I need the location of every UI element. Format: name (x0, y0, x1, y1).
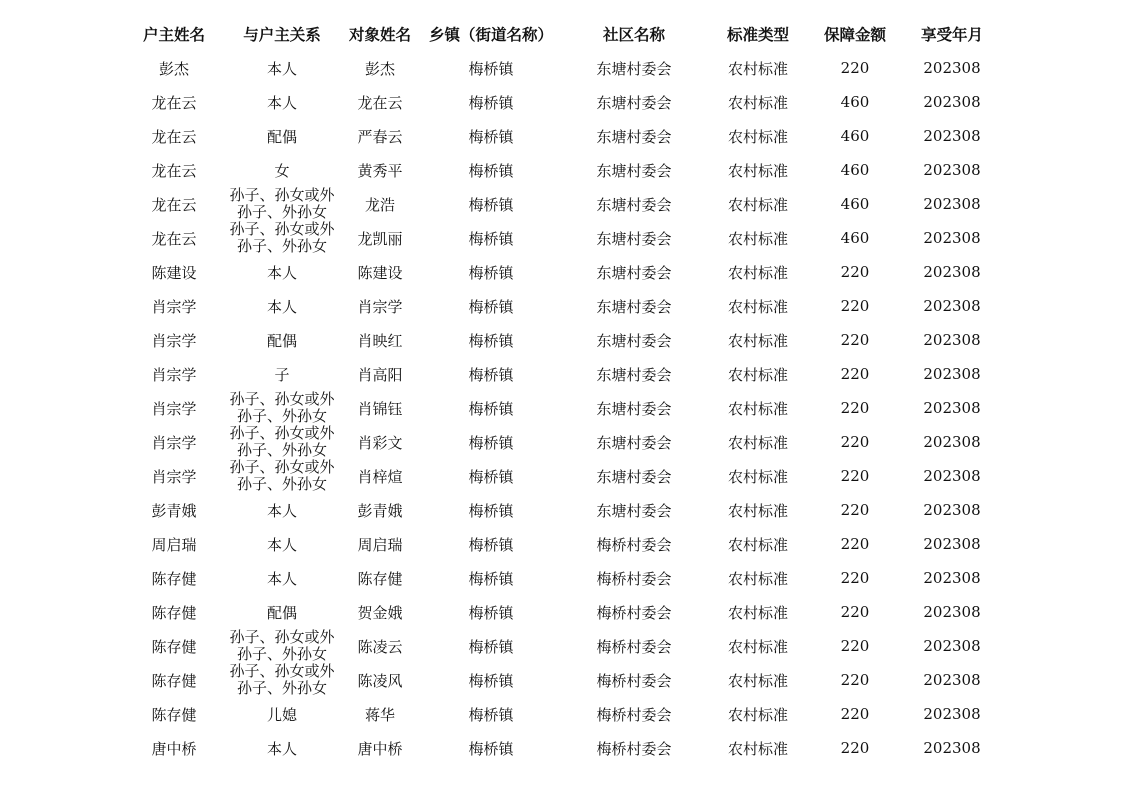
cell-start-month: 202308 (923, 637, 981, 655)
cell-relationship: 儿媳 (266, 705, 297, 724)
cell-householder-name: 陈建设 (151, 263, 197, 282)
table-row (120, 357, 1000, 391)
cell-relationship: 子 (274, 365, 290, 384)
cell-relationship: 本人 (266, 297, 297, 316)
cell-township: 梅桥镇 (468, 603, 514, 622)
cell-community: 梅桥村委会 (596, 705, 672, 724)
cell-amount: 220 (840, 569, 870, 587)
table-row (120, 595, 1000, 629)
cell-amount: 460 (840, 127, 870, 145)
cell-standard-type: 农村标准 (727, 671, 788, 690)
cell-amount: 460 (840, 161, 870, 179)
cell-start-month: 202308 (923, 569, 981, 587)
table-row (120, 527, 1000, 561)
column-header-township: 乡镇（街道名称） (428, 25, 553, 44)
cell-township: 梅桥镇 (468, 739, 514, 758)
cell-amount: 460 (840, 229, 870, 247)
relationship-text: 孙子、孙女或外孙子、外孙女 (229, 629, 335, 663)
cell-community: 东塘村委会 (596, 59, 672, 78)
cell-recipient-name: 肖高阳 (357, 365, 403, 384)
cell-amount: 220 (840, 535, 870, 553)
cell-householder-name: 龙在云 (151, 229, 197, 248)
cell-relationship: 配偶 (266, 603, 297, 622)
cell-standard-type: 农村标准 (727, 365, 788, 384)
cell-township: 梅桥镇 (468, 59, 514, 78)
cell-standard-type: 农村标准 (727, 331, 788, 350)
cell-relationship: 本人 (266, 739, 297, 758)
cell-start-month: 202308 (923, 705, 981, 723)
cell-start-month: 202308 (923, 603, 981, 621)
cell-community: 梅桥村委会 (596, 637, 672, 656)
cell-amount: 220 (840, 365, 870, 383)
cell-community: 东塘村委会 (596, 331, 672, 350)
cell-standard-type: 农村标准 (727, 501, 788, 520)
cell-standard-type: 农村标准 (727, 93, 788, 112)
relationship-text: 孙子、孙女或外孙子、外孙女 (229, 221, 335, 255)
cell-amount: 220 (840, 705, 870, 723)
cell-recipient-name: 严春云 (357, 127, 403, 146)
cell-start-month: 202308 (923, 59, 981, 77)
table-row (120, 731, 1000, 765)
cell-householder-name: 肖宗学 (151, 365, 197, 384)
cell-amount: 220 (840, 501, 870, 519)
cell-householder-name: 唐中桥 (151, 739, 197, 758)
cell-relationship (228, 629, 336, 663)
cell-community: 梅桥村委会 (596, 603, 672, 622)
cell-recipient-name: 龙在云 (357, 93, 403, 112)
table-header-row (120, 17, 1000, 51)
column-header-recipient-name: 对象姓名 (348, 25, 411, 44)
cell-start-month: 202308 (923, 297, 981, 315)
cell-recipient-name: 陈存健 (357, 569, 403, 588)
cell-amount: 220 (840, 739, 870, 757)
cell-township: 梅桥镇 (468, 535, 514, 554)
cell-community: 梅桥村委会 (596, 671, 672, 690)
cell-householder-name: 周启瑞 (151, 535, 197, 554)
cell-start-month: 202308 (923, 399, 981, 417)
cell-standard-type: 农村标准 (727, 705, 788, 724)
cell-relationship: 配偶 (266, 127, 297, 146)
cell-standard-type: 农村标准 (727, 263, 788, 282)
cell-community: 梅桥村委会 (596, 739, 672, 758)
cell-community: 东塘村委会 (596, 501, 672, 520)
cell-start-month: 202308 (923, 263, 981, 281)
cell-amount: 220 (840, 637, 870, 655)
relationship-text: 孙子、孙女或外孙子、外孙女 (229, 425, 335, 459)
cell-relationship: 本人 (266, 535, 297, 554)
cell-township: 梅桥镇 (468, 501, 514, 520)
cell-recipient-name: 肖锦钰 (357, 399, 403, 418)
cell-start-month: 202308 (923, 195, 981, 213)
cell-township: 梅桥镇 (468, 127, 514, 146)
cell-recipient-name: 肖映红 (357, 331, 403, 350)
cell-recipient-name: 彭青娥 (357, 501, 403, 520)
cell-amount: 460 (840, 93, 870, 111)
cell-householder-name: 龙在云 (151, 195, 197, 214)
cell-householder-name: 陈存健 (151, 637, 197, 656)
relationship-text: 孙子、孙女或外孙子、外孙女 (229, 187, 335, 221)
cell-householder-name: 肖宗学 (151, 297, 197, 316)
cell-amount: 220 (840, 671, 870, 689)
relationship-text: 孙子、孙女或外孙子、外孙女 (229, 391, 335, 425)
table-row (120, 629, 1000, 663)
cell-community: 东塘村委会 (596, 127, 672, 146)
column-header-community: 社区名称 (602, 25, 665, 44)
cell-start-month: 202308 (923, 127, 981, 145)
cell-community: 东塘村委会 (596, 263, 672, 282)
column-header-householder-name: 户主姓名 (142, 25, 205, 44)
cell-township: 梅桥镇 (468, 671, 514, 690)
cell-community: 东塘村委会 (596, 229, 672, 248)
cell-community: 梅桥村委会 (596, 535, 672, 554)
cell-householder-name: 龙在云 (151, 93, 197, 112)
cell-township: 梅桥镇 (468, 331, 514, 350)
cell-relationship: 配偶 (266, 331, 297, 350)
cell-standard-type: 农村标准 (727, 467, 788, 486)
cell-township: 梅桥镇 (468, 93, 514, 112)
cell-standard-type: 农村标准 (727, 569, 788, 588)
table-row (120, 459, 1000, 493)
table-row (120, 561, 1000, 595)
cell-standard-type: 农村标准 (727, 127, 788, 146)
relationship-text: 孙子、孙女或外孙子、外孙女 (229, 663, 335, 697)
cell-recipient-name: 龙凯丽 (357, 229, 403, 248)
cell-start-month: 202308 (923, 161, 981, 179)
cell-start-month: 202308 (923, 433, 981, 451)
cell-start-month: 202308 (923, 535, 981, 553)
cell-amount: 220 (840, 263, 870, 281)
cell-amount: 220 (840, 297, 870, 315)
cell-relationship (228, 425, 336, 459)
cell-start-month: 202308 (923, 229, 981, 247)
cell-community: 东塘村委会 (596, 433, 672, 452)
cell-community: 东塘村委会 (596, 399, 672, 418)
cell-township: 梅桥镇 (468, 637, 514, 656)
cell-start-month: 202308 (923, 671, 981, 689)
cell-recipient-name: 蒋华 (364, 705, 395, 724)
cell-amount: 220 (840, 331, 870, 349)
cell-amount: 220 (840, 433, 870, 451)
table-row (120, 153, 1000, 187)
table-row (120, 187, 1000, 221)
cell-amount: 220 (840, 59, 870, 77)
cell-relationship (228, 221, 336, 255)
cell-householder-name: 陈存健 (151, 705, 197, 724)
cell-relationship: 本人 (266, 93, 297, 112)
cell-recipient-name: 肖宗学 (357, 297, 403, 316)
table-row (120, 425, 1000, 459)
table-row (120, 323, 1000, 357)
cell-relationship: 本人 (266, 59, 297, 78)
table-row (120, 493, 1000, 527)
cell-amount: 220 (840, 603, 870, 621)
cell-householder-name: 龙在云 (151, 127, 197, 146)
cell-householder-name: 彭青娥 (151, 501, 197, 520)
cell-recipient-name: 彭杰 (364, 59, 395, 78)
cell-householder-name: 肖宗学 (151, 331, 197, 350)
cell-community: 梅桥村委会 (596, 569, 672, 588)
cell-community: 东塘村委会 (596, 297, 672, 316)
cell-township: 梅桥镇 (468, 195, 514, 214)
cell-standard-type: 农村标准 (727, 603, 788, 622)
cell-amount: 220 (840, 467, 870, 485)
cell-householder-name: 肖宗学 (151, 399, 197, 418)
cell-community: 东塘村委会 (596, 161, 672, 180)
cell-recipient-name: 陈凌云 (357, 637, 403, 656)
cell-start-month: 202308 (923, 331, 981, 349)
cell-standard-type: 农村标准 (727, 637, 788, 656)
cell-township: 梅桥镇 (468, 297, 514, 316)
cell-relationship (228, 459, 336, 493)
cell-relationship (228, 187, 336, 221)
cell-relationship: 女 (274, 161, 290, 180)
cell-community: 东塘村委会 (596, 195, 672, 214)
cell-township: 梅桥镇 (468, 705, 514, 724)
table-row (120, 51, 1000, 85)
column-header-relationship: 与户主关系 (243, 25, 321, 44)
cell-start-month: 202308 (923, 93, 981, 111)
cell-start-month: 202308 (923, 365, 981, 383)
cell-community: 东塘村委会 (596, 365, 672, 384)
cell-householder-name: 陈存健 (151, 671, 197, 690)
cell-recipient-name: 周启瑞 (357, 535, 403, 554)
cell-householder-name: 陈存健 (151, 569, 197, 588)
cell-standard-type: 农村标准 (727, 161, 788, 180)
cell-relationship (228, 663, 336, 697)
table-row (120, 221, 1000, 255)
cell-relationship (228, 391, 336, 425)
table-body (120, 51, 1000, 765)
cell-township: 梅桥镇 (468, 229, 514, 248)
column-header-standard-type: 标准类型 (726, 25, 789, 44)
table-row (120, 391, 1000, 425)
table-row (120, 85, 1000, 119)
cell-recipient-name: 肖梓煊 (357, 467, 403, 486)
relationship-text: 孙子、孙女或外孙子、外孙女 (229, 459, 335, 493)
cell-start-month: 202308 (923, 501, 981, 519)
cell-relationship: 本人 (266, 569, 297, 588)
cell-township: 梅桥镇 (468, 161, 514, 180)
cell-standard-type: 农村标准 (727, 535, 788, 554)
cell-householder-name: 肖宗学 (151, 433, 197, 452)
column-header-amount: 保障金额 (823, 25, 886, 44)
cell-standard-type: 农村标准 (727, 229, 788, 248)
cell-township: 梅桥镇 (468, 263, 514, 282)
cell-recipient-name: 贺金娥 (357, 603, 403, 622)
table-row (120, 289, 1000, 323)
cell-community: 东塘村委会 (596, 467, 672, 486)
assistance-roster-table (120, 17, 1000, 765)
cell-recipient-name: 陈建设 (357, 263, 403, 282)
cell-standard-type: 农村标准 (727, 59, 788, 78)
table-row (120, 663, 1000, 697)
cell-standard-type: 农村标准 (727, 433, 788, 452)
cell-householder-name: 龙在云 (151, 161, 197, 180)
cell-amount: 220 (840, 399, 870, 417)
cell-township: 梅桥镇 (468, 569, 514, 588)
cell-relationship: 本人 (266, 263, 297, 282)
cell-householder-name: 彭杰 (158, 59, 189, 78)
cell-start-month: 202308 (923, 739, 981, 757)
cell-start-month: 202308 (923, 467, 981, 485)
cell-recipient-name: 黄秀平 (357, 161, 403, 180)
cell-recipient-name: 肖彩文 (357, 433, 403, 452)
cell-recipient-name: 唐中桥 (357, 739, 403, 758)
cell-relationship: 本人 (266, 501, 297, 520)
table-row (120, 697, 1000, 731)
cell-community: 东塘村委会 (596, 93, 672, 112)
column-header-start-month: 享受年月 (920, 25, 983, 44)
cell-township: 梅桥镇 (468, 433, 514, 452)
table-row (120, 119, 1000, 153)
cell-householder-name: 肖宗学 (151, 467, 197, 486)
cell-standard-type: 农村标准 (727, 195, 788, 214)
cell-recipient-name: 龙浩 (364, 195, 395, 214)
cell-householder-name: 陈存健 (151, 603, 197, 622)
cell-township: 梅桥镇 (468, 467, 514, 486)
cell-township: 梅桥镇 (468, 399, 514, 418)
cell-standard-type: 农村标准 (727, 399, 788, 418)
table-row (120, 255, 1000, 289)
cell-amount: 460 (840, 195, 870, 213)
cell-standard-type: 农村标准 (727, 739, 788, 758)
cell-recipient-name: 陈凌风 (357, 671, 403, 690)
cell-standard-type: 农村标准 (727, 297, 788, 316)
cell-township: 梅桥镇 (468, 365, 514, 384)
